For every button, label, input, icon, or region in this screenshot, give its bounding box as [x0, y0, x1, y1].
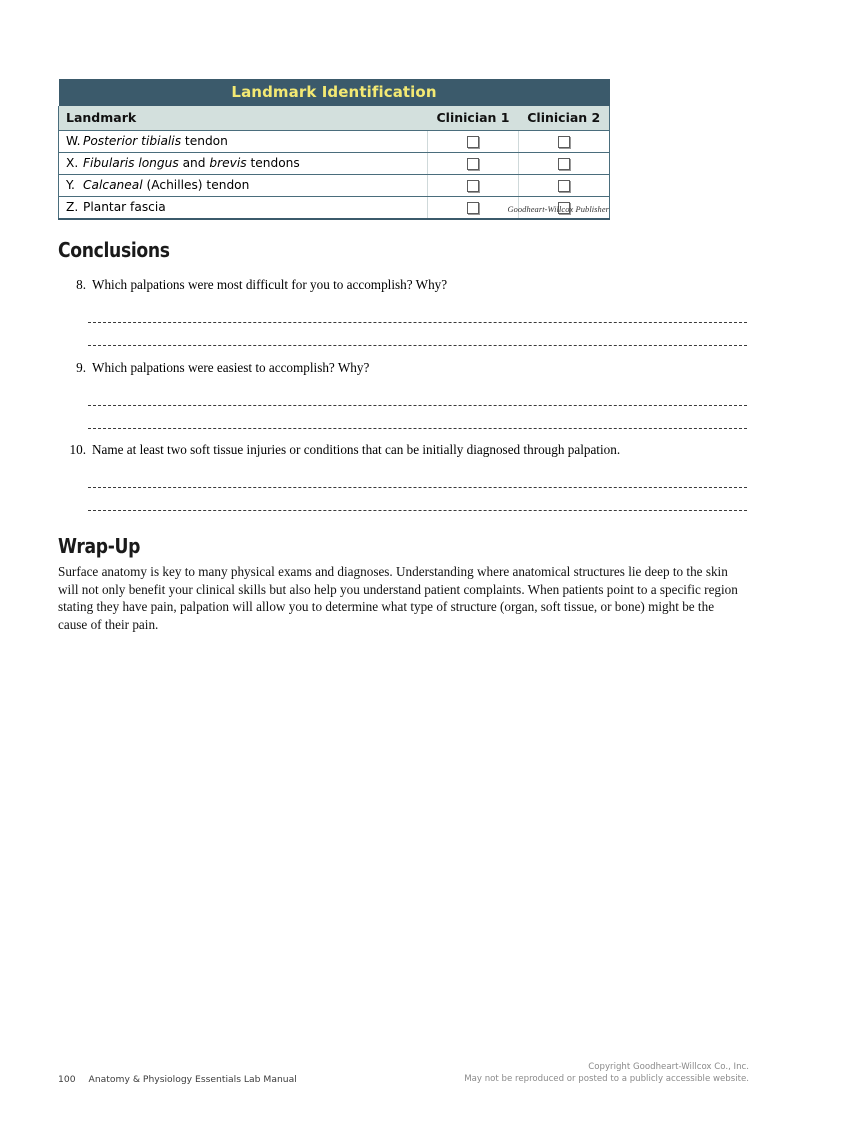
checkbox-icon[interactable]: [467, 158, 479, 170]
answer-line[interactable]: [88, 510, 747, 511]
section-heading-conclusions: Conclusions: [58, 238, 170, 262]
table-header-row: [59, 106, 610, 131]
clinician-1-checkbox-cell[interactable]: [428, 175, 519, 197]
footer-left: [58, 1074, 297, 1085]
landmark-letter: Z.: [66, 200, 79, 214]
figure-credit: Goodheart-Willcox Publisher: [507, 205, 609, 214]
question-text: Which palpations were easiest to accomplish? Why?: [92, 360, 370, 375]
table-title: Landmark Identification: [59, 79, 610, 106]
clinician-1-checkbox-cell[interactable]: [428, 131, 519, 153]
clinician-2-checkbox-cell[interactable]: [519, 153, 610, 175]
page-number: 100: [58, 1074, 76, 1085]
landmark-letter: W.: [66, 134, 81, 148]
copyright-line-2: May not be reproduced or posted to a publicly accessible website.: [464, 1074, 749, 1085]
footer-copyright: [464, 1061, 749, 1086]
table-row: [59, 175, 610, 197]
answer-line[interactable]: [88, 405, 747, 406]
landmark-label: Posterior tibialis tendon: [83, 134, 228, 148]
table-row: [59, 131, 610, 153]
question-8: [58, 277, 758, 294]
answer-line[interactable]: [88, 487, 747, 488]
question-text: Which palpations were most difficult for you to accomplish? Why?: [92, 277, 448, 292]
question-number: 10.: [69, 442, 86, 457]
landmark-label: Calcaneal (Achilles) tendon: [83, 178, 250, 192]
checkbox-icon[interactable]: [558, 136, 570, 148]
wrapup-paragraph: Surface anatomy is key to many physical exams and diagnoses. Understanding where anatomical structures lie deep to the skin will not only benefit your clinical skills but also help you understand patient complaints. When patients point to a specific region stating they have pain, palpation will allow you to determine what type of structure (organ, soft tissue, or bone) might be the cause of their pain.: [58, 564, 738, 632]
section-heading-wrapup: Wrap-Up: [58, 534, 141, 558]
checkbox-icon[interactable]: [467, 180, 479, 192]
table-title-row: [59, 79, 610, 106]
question-9: [58, 360, 758, 377]
question-10: [58, 442, 758, 459]
checkbox-icon[interactable]: [467, 136, 479, 148]
landmark-cell: [59, 153, 428, 175]
question-number: 9.: [76, 360, 86, 375]
clinician-2-checkbox-cell[interactable]: [519, 175, 610, 197]
column-header-clinician-1: Clinician 1: [428, 106, 519, 131]
landmark-letter: Y.: [66, 178, 75, 192]
landmark-label: Fibularis longus and brevis tendons: [83, 156, 300, 170]
question-text: Name at least two soft tissue injuries or conditions that can be initially diagnosed through palpation.: [92, 442, 621, 457]
table-row: [59, 153, 610, 175]
landmark-cell: [59, 175, 428, 197]
clinician-2-checkbox-cell[interactable]: [519, 131, 610, 153]
clinician-1-checkbox-cell[interactable]: [428, 153, 519, 175]
answer-line[interactable]: [88, 345, 747, 346]
book-title: Anatomy & Physiology Essentials Lab Manual: [88, 1074, 297, 1085]
question-number: 8.: [76, 277, 86, 292]
landmark-label: Plantar fascia: [83, 200, 166, 214]
copyright-line-1: Copyright Goodheart-Willcox Co., Inc.: [588, 1062, 749, 1072]
column-header-landmark: Landmark: [59, 106, 428, 131]
checkbox-icon[interactable]: [558, 180, 570, 192]
landmark-letter: X.: [66, 156, 79, 170]
landmark-cell: [59, 131, 428, 153]
landmark-identification-table: [58, 79, 609, 220]
answer-line[interactable]: [88, 428, 747, 429]
checkbox-icon[interactable]: [558, 158, 570, 170]
column-header-clinician-2: Clinician 2: [519, 106, 610, 131]
answer-line[interactable]: [88, 322, 747, 323]
